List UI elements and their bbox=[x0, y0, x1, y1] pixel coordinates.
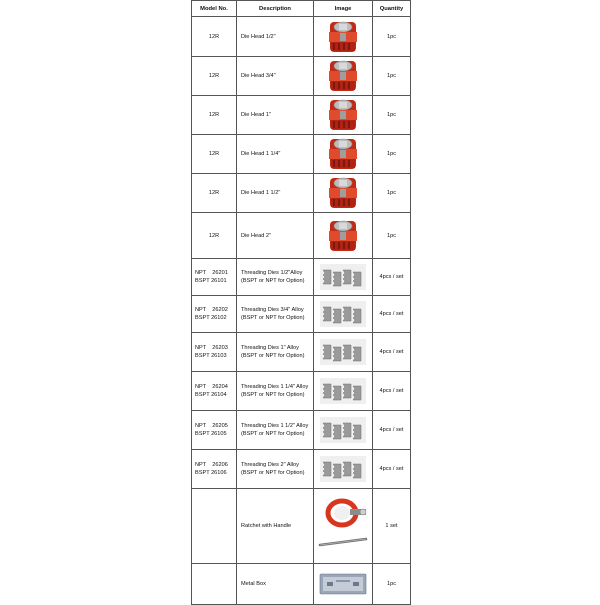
description-line: (BSPT or NPT for Option) bbox=[241, 431, 305, 437]
cell-model-no bbox=[192, 564, 237, 605]
metal-box-photo bbox=[314, 571, 372, 597]
model-line: NPT 26201 bbox=[195, 270, 228, 276]
cell-model-no bbox=[192, 489, 237, 564]
description-line: Die Head 1/2" bbox=[241, 33, 276, 40]
cell-quantity: 1pc bbox=[373, 213, 411, 259]
cell-quantity: 1 set bbox=[373, 489, 411, 564]
header-image: Image bbox=[314, 1, 373, 17]
cell-quantity: 1pc bbox=[373, 17, 411, 57]
cell-quantity: 1pc bbox=[373, 96, 411, 135]
table-row bbox=[192, 372, 411, 411]
description-line: Ratchet with Handle bbox=[241, 523, 292, 529]
red-die-head-photo bbox=[314, 57, 372, 95]
table-row bbox=[192, 174, 411, 213]
cell-description bbox=[237, 450, 314, 489]
cell-quantity: 4pcs / set bbox=[373, 259, 411, 296]
threading-dies-photo bbox=[314, 417, 372, 443]
table-row bbox=[192, 135, 411, 174]
red-die-head-photo bbox=[314, 96, 372, 134]
product-spec-table bbox=[191, 0, 411, 605]
cell-model-no bbox=[192, 259, 237, 296]
cell-quantity: 1pc bbox=[373, 174, 411, 213]
table-row bbox=[192, 213, 411, 259]
cell-image bbox=[314, 17, 373, 57]
red-die-head-photo bbox=[314, 135, 372, 173]
cell-description bbox=[237, 411, 314, 450]
description-line: Die Head 1 1/4" bbox=[241, 151, 281, 157]
description-line: Threading Dies 1 1/4" Alloy bbox=[241, 384, 309, 390]
table-row bbox=[192, 333, 411, 372]
cell-image bbox=[314, 96, 373, 135]
model-line: BSPT 26102 bbox=[195, 315, 227, 321]
model-line: 12R bbox=[208, 112, 220, 118]
cell-image bbox=[314, 411, 373, 450]
model-line: NPT 26203 bbox=[195, 345, 228, 351]
red-die-head-photo bbox=[314, 174, 372, 212]
threading-dies-photo bbox=[314, 264, 372, 290]
threading-dies-photo bbox=[314, 339, 372, 365]
cell-quantity: 4pcs / set bbox=[373, 411, 411, 450]
cell-model-no bbox=[192, 296, 237, 333]
cell-description bbox=[237, 96, 314, 135]
cell-quantity: 1pc bbox=[373, 564, 411, 605]
cell-model-no bbox=[192, 57, 237, 96]
threading-dies-photo bbox=[314, 301, 372, 327]
cell-description bbox=[237, 213, 314, 259]
cell-image bbox=[314, 450, 373, 489]
description-line: Die Head 1 1/2" bbox=[241, 190, 281, 196]
cell-image bbox=[314, 259, 373, 296]
cell-description bbox=[237, 564, 314, 605]
header-description: Description bbox=[237, 1, 314, 17]
table-row bbox=[192, 450, 411, 489]
model-line: BSPT 26104 bbox=[195, 392, 227, 398]
header-model: Model No. bbox=[192, 1, 237, 17]
description-line: (BSPT or NPT for Option) bbox=[241, 278, 305, 284]
cell-image bbox=[314, 564, 373, 605]
table-row bbox=[192, 57, 411, 96]
model-line: 12R bbox=[208, 33, 220, 40]
cell-image bbox=[314, 213, 373, 259]
red-die-head-photo bbox=[314, 18, 372, 56]
cell-model-no bbox=[192, 213, 237, 259]
description-line: Threading Dies 3/4" Alloy bbox=[241, 307, 304, 313]
description-line: (BSPT or NPT for Option) bbox=[241, 353, 305, 359]
model-line: 12R bbox=[208, 190, 220, 196]
description-line: (BSPT or NPT for Option) bbox=[241, 392, 305, 398]
description-line: Threading Dies 1" Alloy bbox=[241, 345, 299, 351]
cell-quantity: 4pcs / set bbox=[373, 372, 411, 411]
cell-quantity: 4pcs / set bbox=[373, 450, 411, 489]
cell-model-no bbox=[192, 333, 237, 372]
cell-description bbox=[237, 259, 314, 296]
cell-model-no bbox=[192, 450, 237, 489]
cell-quantity: 1pc bbox=[373, 135, 411, 174]
description-line: Metal Box bbox=[241, 581, 266, 587]
model-line: BSPT 26103 bbox=[195, 353, 227, 359]
table-row bbox=[192, 259, 411, 296]
cell-description bbox=[237, 489, 314, 564]
ratchet-handle-photo bbox=[314, 493, 372, 559]
model-line: NPT 26202 bbox=[195, 307, 228, 313]
red-die-head-photo bbox=[314, 217, 372, 255]
cell-description bbox=[237, 372, 314, 411]
cell-quantity: 4pcs / set bbox=[373, 333, 411, 372]
cell-image bbox=[314, 372, 373, 411]
table-row bbox=[192, 564, 411, 605]
cell-model-no bbox=[192, 372, 237, 411]
model-line: BSPT 26101 bbox=[195, 278, 227, 284]
cell-quantity: 4pcs / set bbox=[373, 296, 411, 333]
model-line: NPT 26205 bbox=[195, 423, 228, 429]
cell-model-no bbox=[192, 174, 237, 213]
table-row bbox=[192, 411, 411, 450]
cell-model-no bbox=[192, 17, 237, 57]
cell-description bbox=[237, 296, 314, 333]
description-line: Threading Dies 1/2"Alloy bbox=[241, 270, 303, 276]
cell-description bbox=[237, 333, 314, 372]
table-row bbox=[192, 17, 411, 57]
header-quantity: Quantity bbox=[373, 1, 411, 17]
model-line: 12R bbox=[208, 151, 220, 157]
cell-image bbox=[314, 57, 373, 96]
table-row bbox=[192, 489, 411, 564]
model-line: 12R bbox=[208, 232, 220, 239]
cell-image bbox=[314, 135, 373, 174]
cell-image bbox=[314, 333, 373, 372]
model-line: BSPT 26105 bbox=[195, 431, 227, 437]
description-line: Die Head 3/4" bbox=[241, 73, 276, 79]
cell-model-no bbox=[192, 411, 237, 450]
model-line: NPT 26204 bbox=[195, 384, 228, 390]
cell-description bbox=[237, 135, 314, 174]
description-line: Die Head 2" bbox=[241, 232, 271, 239]
table-row bbox=[192, 296, 411, 333]
description-line: Die Head 1" bbox=[241, 112, 271, 118]
cell-image bbox=[314, 296, 373, 333]
cell-image bbox=[314, 174, 373, 213]
cell-description bbox=[237, 57, 314, 96]
cell-image bbox=[314, 489, 373, 564]
model-line: 12R bbox=[208, 73, 220, 79]
threading-dies-photo bbox=[314, 378, 372, 404]
table-row bbox=[192, 96, 411, 135]
model-line: NPT 26206 bbox=[195, 462, 228, 468]
cell-model-no bbox=[192, 135, 237, 174]
description-line: Threading Dies 1 1/2" Alloy bbox=[241, 423, 309, 429]
description-line: (BSPT or NPT for Option) bbox=[241, 470, 305, 476]
cell-description bbox=[237, 174, 314, 213]
model-line: BSPT 26106 bbox=[195, 470, 227, 476]
cell-model-no bbox=[192, 96, 237, 135]
cell-description bbox=[237, 17, 314, 57]
description-line: Threading Dies 2" Alloy bbox=[241, 462, 299, 468]
description-line: (BSPT or NPT for Option) bbox=[241, 315, 305, 321]
cell-quantity: 1pc bbox=[373, 57, 411, 96]
threading-dies-photo bbox=[314, 456, 372, 482]
header-row bbox=[192, 1, 411, 17]
